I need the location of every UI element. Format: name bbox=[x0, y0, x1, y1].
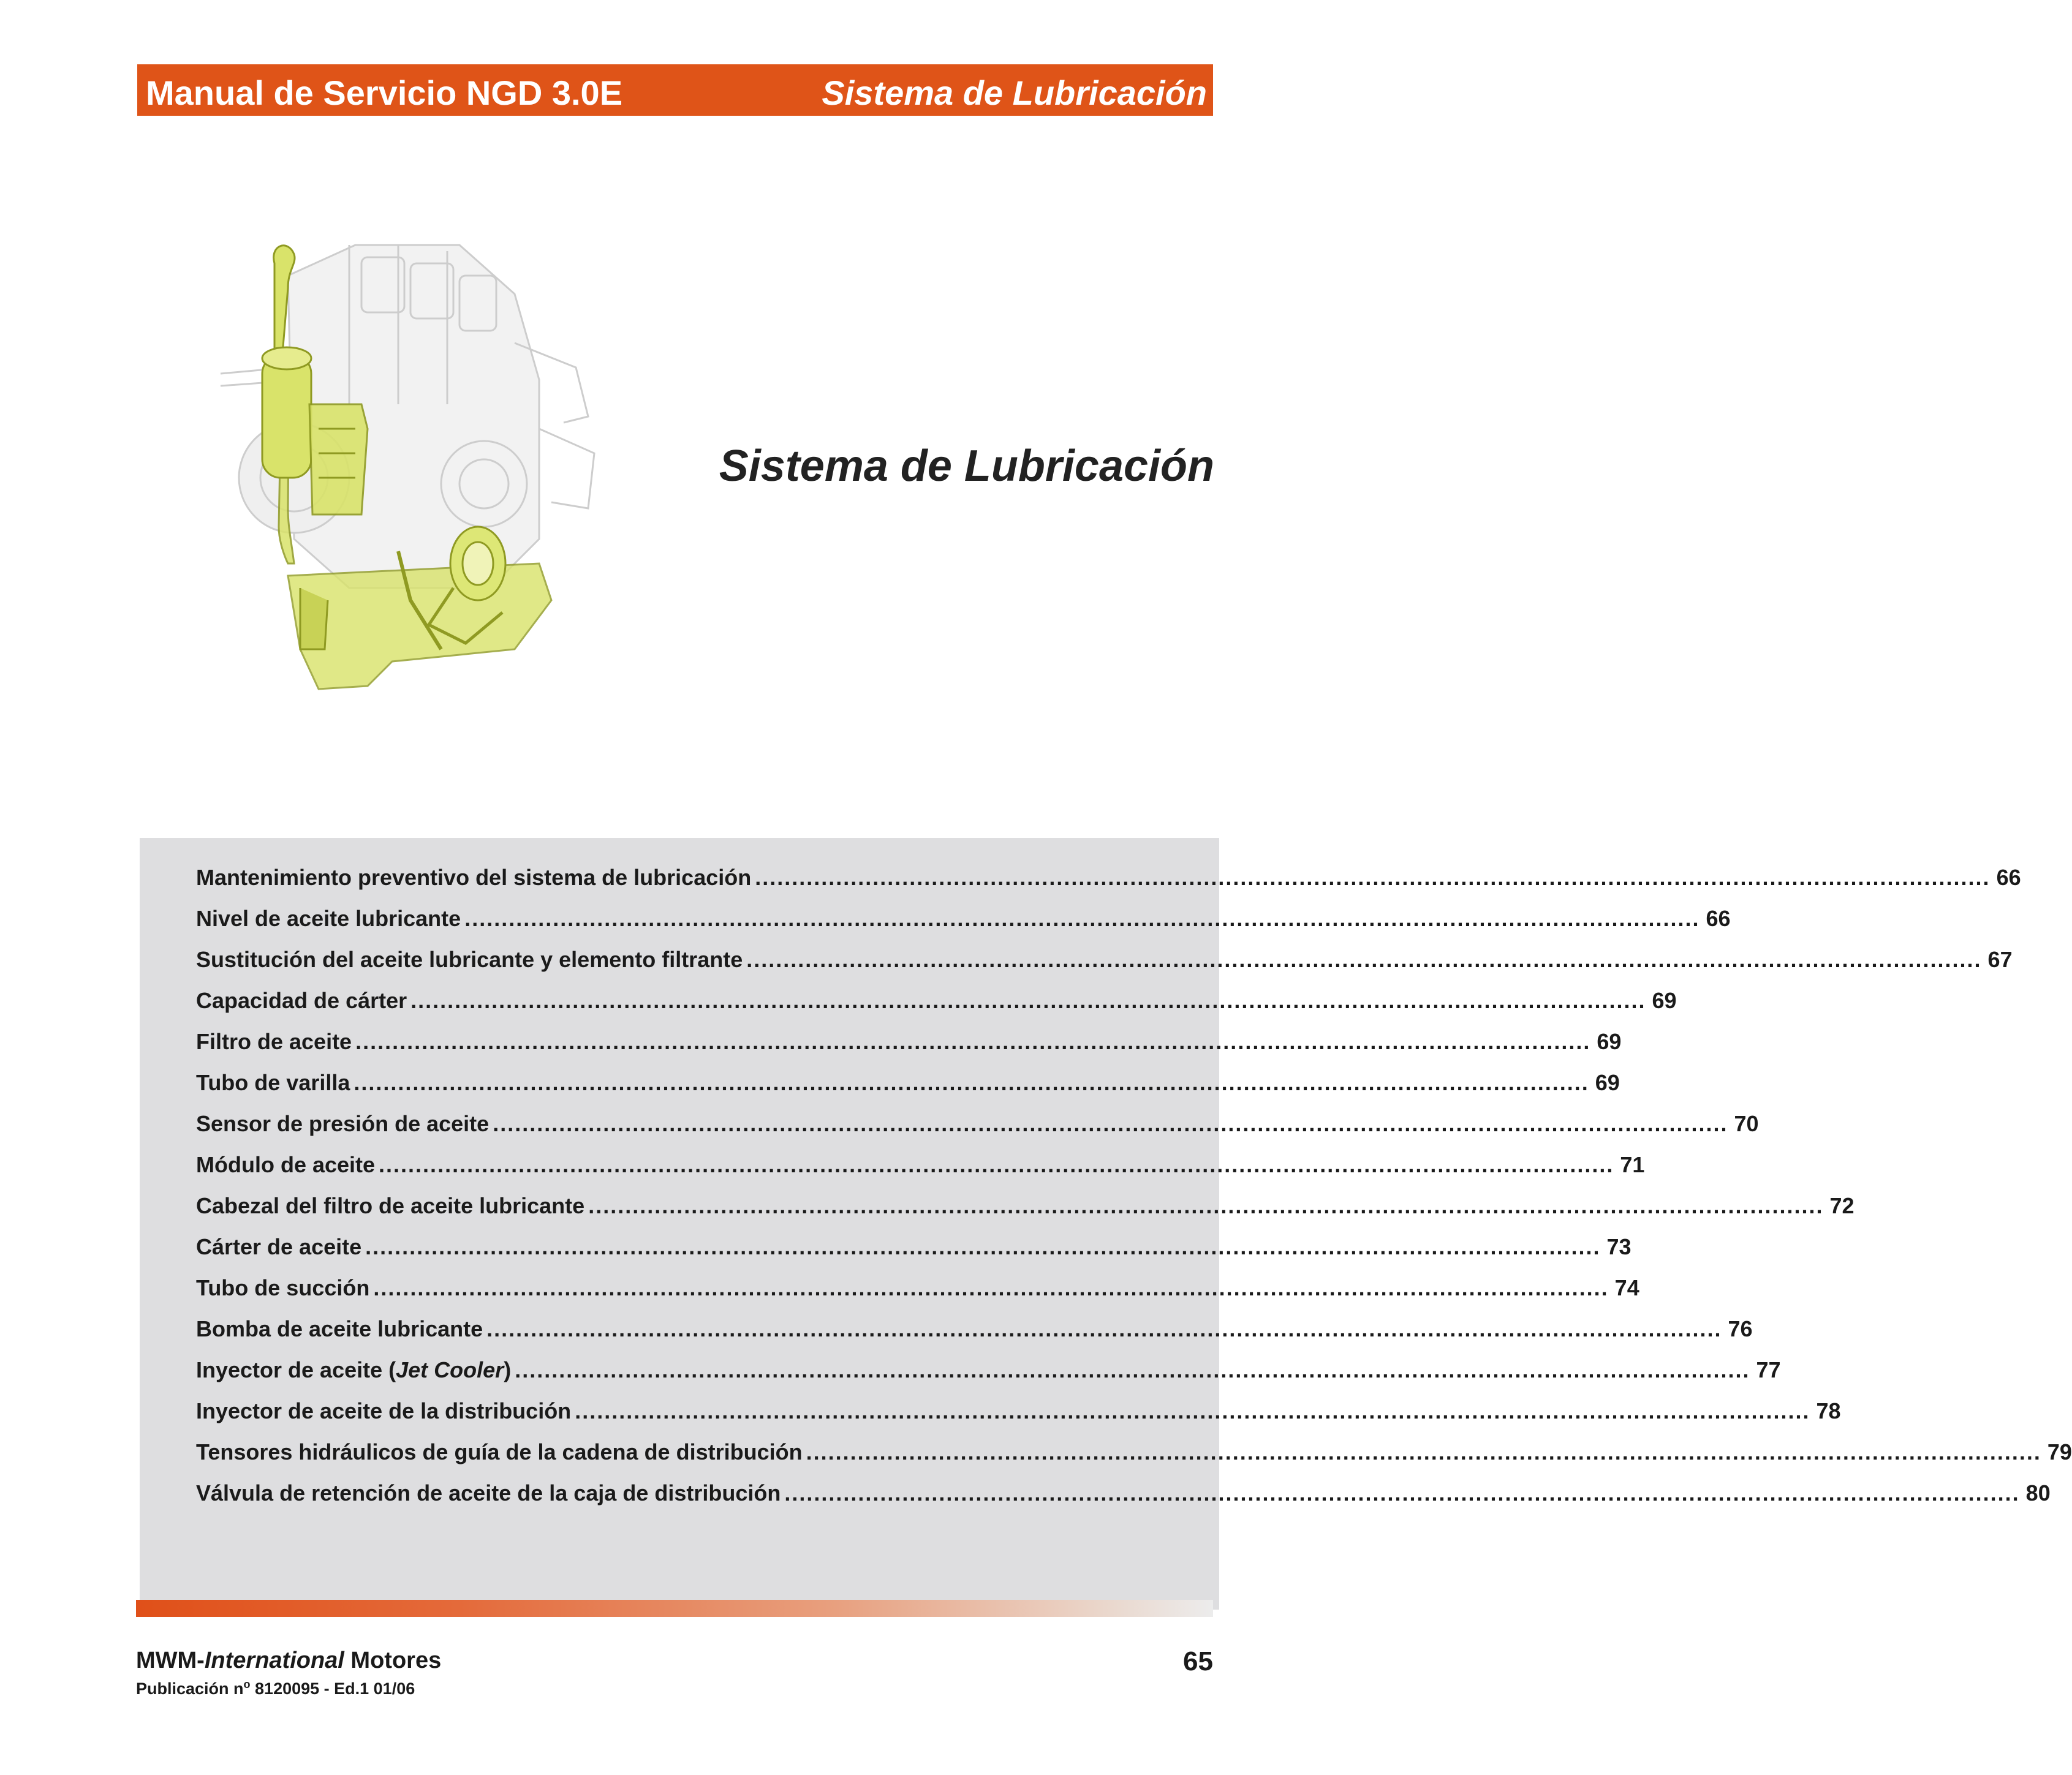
toc-item-label: Capacidad de cárter bbox=[196, 988, 407, 1013]
header-bar bbox=[137, 64, 1213, 116]
toc-item-page: 69 bbox=[1597, 1029, 1622, 1054]
toc-item-page: 74 bbox=[1614, 1275, 1639, 1300]
toc-item[interactable] bbox=[196, 1111, 1759, 1140]
toc-item-page: 72 bbox=[1829, 1193, 1855, 1218]
toc-leader-dots: ........................................................................................................................................................................ bbox=[486, 1316, 1722, 1341]
toc-item[interactable] bbox=[196, 947, 2013, 976]
toc-item[interactable] bbox=[196, 988, 1677, 1017]
toc-leader-dots: ........................................................................................................................................................................ bbox=[373, 1275, 1609, 1300]
toc-leader-dots: ........................................................................................................................................................................ bbox=[806, 1439, 2041, 1464]
toc-item-page: 69 bbox=[1595, 1070, 1620, 1095]
section-title: Sistema de Lubricación bbox=[719, 442, 1214, 491]
toc-item-page: 69 bbox=[1652, 988, 1677, 1013]
table-of-contents bbox=[140, 838, 2072, 1610]
toc-item[interactable] bbox=[196, 906, 1731, 935]
toc-item-page: 66 bbox=[1706, 906, 1731, 931]
toc-leader-dots: ........................................................................................................................................................................ bbox=[355, 1029, 1591, 1054]
toc-leader-dots: ........................................................................................................................................................................ bbox=[365, 1234, 1601, 1259]
toc-item-page: 70 bbox=[1734, 1111, 1759, 1136]
footer-company bbox=[136, 1648, 441, 1674]
publication-sup: o bbox=[243, 1678, 251, 1690]
company-prefix: MWM- bbox=[136, 1648, 205, 1673]
company-suffix: Motores bbox=[344, 1648, 442, 1673]
company-italic: International bbox=[204, 1648, 344, 1673]
toc-item-label-italic: Jet Cooler bbox=[396, 1357, 504, 1382]
manual-title: Manual de Servicio NGD 3.0E bbox=[146, 73, 623, 112]
toc-leader-dots: ........................................................................................................................................................................ bbox=[784, 1480, 2020, 1506]
toc-leader-dots: ........................................................................................................................................................................ bbox=[464, 906, 1700, 931]
footer-gradient-bar bbox=[136, 1600, 1213, 1617]
toc-item[interactable] bbox=[196, 1152, 1645, 1181]
toc-item-label: Sustitución del aceite lubricante y elemento filtrante bbox=[196, 947, 743, 972]
toc-item-label-prefix: Inyector de aceite ( bbox=[196, 1357, 396, 1382]
toc-item-label: Sensor de presión de aceite bbox=[196, 1111, 490, 1136]
engine-lubrication-system-icon bbox=[196, 220, 637, 704]
toc-item-label: Filtro de aceite bbox=[196, 1029, 352, 1054]
page-number: 65 bbox=[1183, 1646, 1213, 1676]
toc-item-label: Bomba de aceite lubricante bbox=[196, 1316, 483, 1341]
toc-item-label: Tubo de succión bbox=[196, 1275, 370, 1300]
toc-leader-dots: ........................................................................................................................................................................ bbox=[379, 1152, 1614, 1177]
toc-leader-dots: ........................................................................................................................................................................ bbox=[354, 1070, 1589, 1095]
toc-item[interactable] bbox=[196, 1480, 2051, 1510]
toc-leader-dots: ........................................................................................................................................................................ bbox=[588, 1193, 1824, 1218]
toc-item-label bbox=[196, 1357, 511, 1383]
toc-item-label: Inyector de aceite de la distribución bbox=[196, 1398, 572, 1423]
toc-item[interactable] bbox=[196, 1439, 2072, 1469]
toc-item-label: Mantenimiento preventivo del sistema de lubricación bbox=[196, 865, 752, 890]
toc-leader-dots: ........................................................................................................................................................................ bbox=[515, 1357, 1750, 1382]
toc-item[interactable] bbox=[196, 1357, 1781, 1387]
toc-leader-dots: ........................................................................................................................................................................ bbox=[755, 865, 1991, 890]
toc-item[interactable] bbox=[196, 1275, 1639, 1305]
toc-item-page: 77 bbox=[1756, 1357, 1781, 1382]
toc-item-label: Nivel de aceite lubricante bbox=[196, 906, 461, 931]
toc-item-page: 71 bbox=[1620, 1152, 1645, 1177]
toc-item-label: Módulo de aceite bbox=[196, 1152, 376, 1177]
publication-info bbox=[136, 1678, 415, 1698]
publication-suffix: 8120095 - Ed.1 01/06 bbox=[250, 1679, 415, 1698]
toc-item-page: 76 bbox=[1728, 1316, 1753, 1341]
toc-item[interactable] bbox=[196, 1070, 1620, 1099]
toc-item-label: Cárter de aceite bbox=[196, 1234, 362, 1259]
toc-item-page: 79 bbox=[2047, 1439, 2072, 1464]
toc-item-label: Cabezal del filtro de aceite lubricante bbox=[196, 1193, 585, 1218]
toc-item-page: 80 bbox=[2025, 1480, 2051, 1506]
toc-item[interactable] bbox=[196, 1193, 1855, 1223]
toc-leader-dots: ........................................................................................................................................................................ bbox=[746, 947, 1982, 972]
toc-item[interactable] bbox=[196, 1398, 1841, 1428]
toc-item-label: Tensores hidráulicos de guía de la cadena de distribución bbox=[196, 1439, 803, 1464]
toc-item-page: 73 bbox=[1606, 1234, 1632, 1259]
toc-item[interactable] bbox=[196, 1234, 1632, 1264]
toc-item[interactable] bbox=[196, 1316, 1753, 1346]
toc-item[interactable] bbox=[196, 865, 2021, 894]
toc-leader-dots: ........................................................................................................................................................................ bbox=[575, 1398, 1810, 1423]
toc-item-page: 78 bbox=[1816, 1398, 1841, 1423]
toc-item-page: 66 bbox=[1996, 865, 2021, 890]
toc-item-label: Tubo de varilla bbox=[196, 1070, 350, 1095]
toc-item-page: 67 bbox=[1987, 947, 2013, 972]
toc-item-label-suffix: ) bbox=[504, 1357, 512, 1382]
publication-prefix: Publicación n bbox=[136, 1679, 244, 1698]
toc-item[interactable] bbox=[196, 1029, 1622, 1058]
header-section-name: Sistema de Lubricación bbox=[822, 73, 1207, 112]
toc-leader-dots: ........................................................................................................................................................................ bbox=[493, 1111, 1728, 1136]
toc-leader-dots: ........................................................................................................................................................................ bbox=[410, 988, 1646, 1013]
toc-item-label: Válvula de retención de aceite de la caja de distribución bbox=[196, 1480, 781, 1506]
